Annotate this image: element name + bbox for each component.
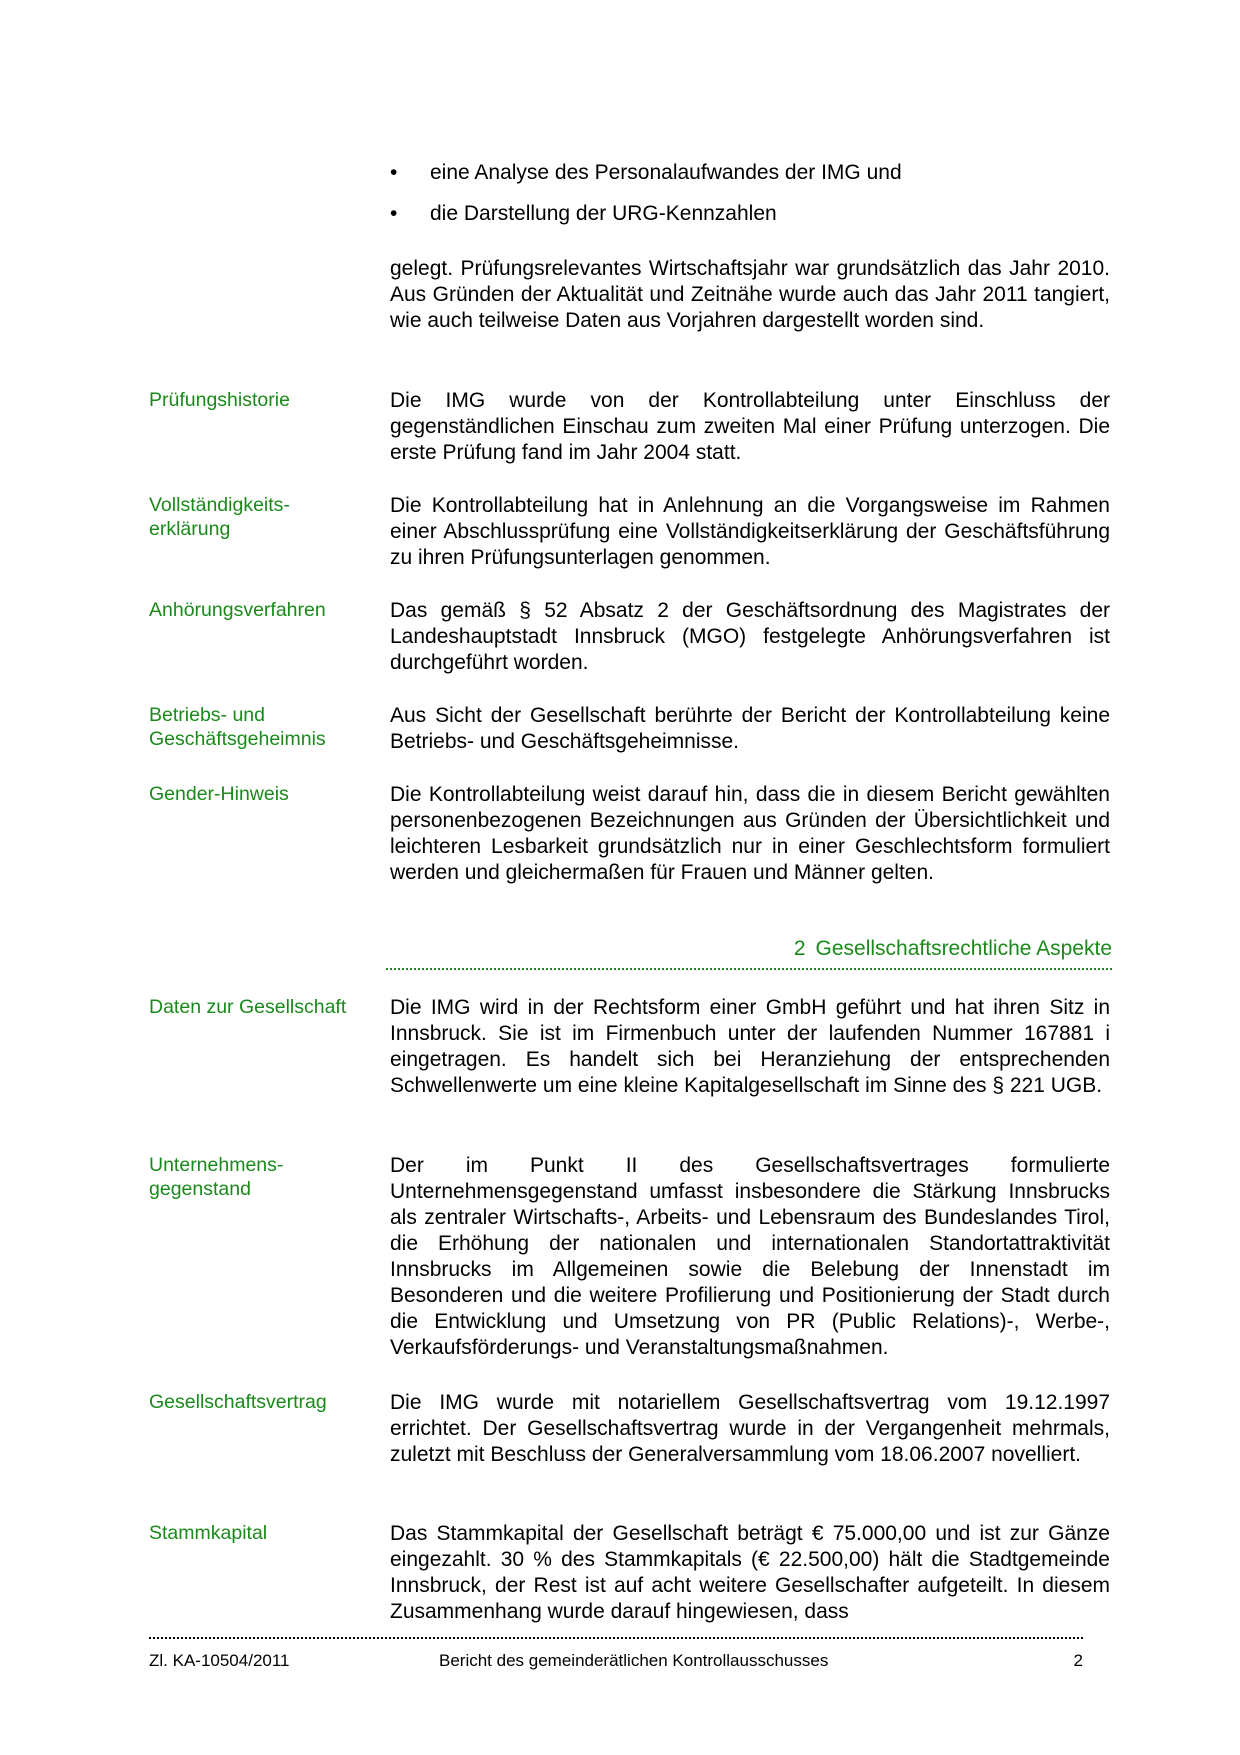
margin-label-line: gegenstand [149,1178,251,1200]
body-paragraph: Die IMG wird in der Rechtsform einer GmbH geführt und hat ihren Sitz in Innsbruck. Sie ist im Firmenbuch unter der laufenden Nummer 167881 i eingetragen. Es handelt sich bei Heranziehung der entsprechenden Schwellenwerte um eine kleine Kapitalgesellschaft im Sinne des § 221 UGB. [390,996,1110,1097]
footer-divider [149,1637,1083,1639]
body-paragraph: Die Kontrollabteilung hat in Anlehnung an die Vorgangsweise im Rahmen einer Abschlussprüfung eine Vollständigkeitserklärung der Geschäftsführung zu ihren Prüfungsunterlagen genommen. [390,494,1110,569]
bullet-dot: • [390,202,398,225]
body-paragraph: Die IMG wurde mit notariellem Gesellschaftsvertrag vom 19.12.1997 errichtet. Der Gesellschaftsvertrag wurde in der Vergangenheit mehrmals, zuletzt mit Beschluss der Generalversammlung vom 18.06.2007 novelliert. [390,1391,1110,1466]
bullet-text: eine Analyse des Personalaufwandes der IMG und [430,161,902,184]
body-paragraph: Aus Sicht der Gesellschaft berührte der Bericht der Kontrollabteilung keine Betriebs- und Geschäftsgeheimnisse. [390,704,1110,753]
margin-label: Prüfungshistorie [149,389,290,411]
margin-label: Gesellschaftsvertrag [149,1391,327,1413]
margin-label [149,703,374,751]
section-heading [386,936,1112,970]
bullet-text: die Darstellung der URG-Kennzahlen [430,202,777,225]
margin-label: Daten zur Gesellschaft [149,996,347,1018]
list-item [390,201,1130,227]
body-paragraph: Das Stammkapital der Gesellschaft beträgt € 75.000,00 und ist zur Gänze eingezahlt. 30 % des Stammkapitals (€ 22.500,00) hält die Stadtgemeinde Innsbruck, der Rest ist auf acht weitere Gesellschafter aufgeteilt. In diesem Zusammenhang wurde darauf hingewiesen, dass [390,1522,1110,1623]
body-paragraph: Das gemäß § 52 Absatz 2 der Geschäftsordnung des Magistrates der Landeshauptstadt Innsbruck (MGO) festgelegte Anhörungsverfahren ist durchgeführt worden. [390,599,1110,674]
margin-label [149,1153,374,1201]
margin-label: Stammkapital [149,1522,268,1544]
margin-label [149,493,374,541]
footer-reference: Zl. KA-10504/2011 [149,1651,290,1670]
margin-label: Anhörungsverfahren [149,599,326,621]
margin-label-line: Geschäftsgeheimnis [149,728,326,750]
section-title: Gesellschaftsrechtliche Aspekte [815,937,1112,960]
intro-paragraph: gelegt. Prüfungsrelevantes Wirtschaftsjahr war grundsätzlich das Jahr 2010. Aus Gründen der Aktualität und Zeitnähe wurde auch das Jahr 2011 tangiert, wie auch teilweise Daten aus Vorjahren dargestellt worden sind. [390,257,1110,332]
margin-label-line: Vollständigkeits- [149,494,290,516]
body-paragraph: Die IMG wurde von der Kontrollabteilung unter Einschluss der gegenständlichen Einschau zum zweiten Mal einer Prüfung unterzogen. Die erste Prüfung fand im Jahr 2004 statt. [390,389,1110,464]
margin-label-line: erklärung [149,518,231,540]
bullet-dot: • [390,161,398,184]
margin-label-line: Betriebs- und [149,704,265,726]
margin-label: Gender-Hinweis [149,783,289,805]
section-number: 2 [793,937,806,960]
page-number: 2 [1073,1651,1083,1670]
body-paragraph: Die Kontrollabteilung weist darauf hin, dass die in diesem Bericht gewählten personenbezogenen Bezeichnungen aus Gründen der Übersichtlichkeit und leichteren Lesbarkeit grundsätzlich nur in einer Geschlechtsform formuliert werden und gleichermaßen für Frauen und Männer gelten. [390,783,1110,884]
body-paragraph: Der im Punkt II des Gesellschaftsvertrages formulierte Unternehmensgegenstand umfasst insbesondere die Stärkung Innsbrucks als zentraler Wirtschafts-, Arbeits- und Lebensraum des Bundeslandes Tirol, die Erhöhung der nationalen und internationalen Standortattraktivität Innsbrucks im Allgemeinen sowie die Belebung der Innenstadt im Besonderen und die weitere Profilierung und Positionierung der Stadt durch die Entwicklung und Umsetzung von PR (Public Relations)-, Werbe-, Verkaufsförderungs- und Veranstaltungsmaßnahmen. [390,1154,1110,1359]
footer-title: Bericht des gemeinderätlichen Kontrollausschusses [439,1651,829,1670]
margin-label-line: Unternehmens- [149,1154,284,1176]
list-item [390,160,1130,186]
bullet-list [390,160,1130,242]
